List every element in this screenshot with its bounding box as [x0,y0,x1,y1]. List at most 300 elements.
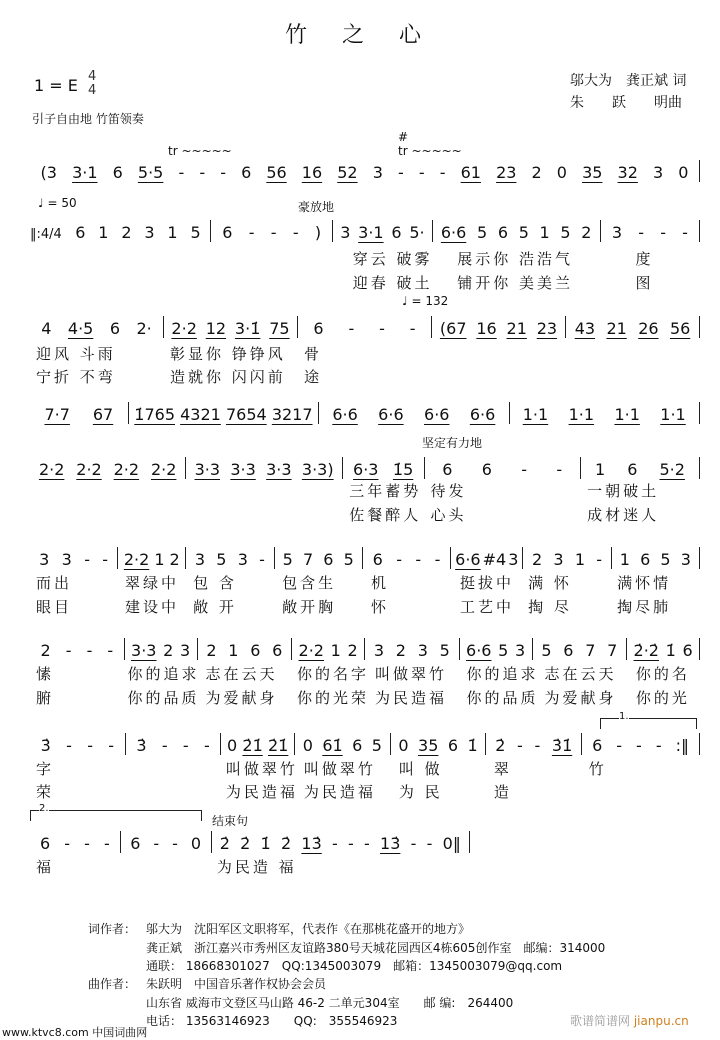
lyricist-label: 词作者： [88,922,137,936]
note: 1 [619,550,630,569]
note: 4·5 [67,319,94,338]
note: 1 [98,223,109,242]
note: 2 [163,641,174,660]
note: - [415,550,422,569]
note: 3·1 [358,223,384,242]
lyric: 迎风 斗雨 [36,345,116,363]
measure [186,547,274,569]
note: - [107,641,114,660]
note: 2 [531,163,542,182]
trill-mark: tr ~~~~~ [398,144,462,158]
note: 7654 [225,405,267,424]
note: 2 [169,550,180,569]
note: - [199,163,206,182]
note: 5 [216,550,227,569]
note: 4321 [180,405,221,424]
note: - [397,163,404,182]
lyric [566,343,700,364]
note: - [638,223,645,242]
volta-1-label: 1. [619,711,629,722]
note: - [439,163,446,182]
note: 67 [92,405,114,424]
note: 6 [222,223,233,242]
lyric: 展示你 浩浩气 [457,250,574,268]
note: 3̇ [136,736,147,755]
note: 75 [269,319,290,338]
note: 3 [372,163,383,182]
lyric: 建设中 [124,598,179,616]
note: 26 [638,319,659,338]
measure [627,638,700,660]
lyrics-line [30,343,700,364]
lyric: 为爱献身 [544,689,617,707]
note: - [534,736,541,755]
measure [30,160,700,182]
lyric: 福 [36,858,55,876]
note: 3 [373,641,385,660]
note: 6 [563,641,574,660]
note: - [178,163,185,182]
note: #4 [482,550,507,569]
measure [486,733,582,755]
note: 6 [109,319,120,338]
note: - [270,223,277,242]
lyric: 穿云 破雾 [352,250,433,268]
lyric: 翠绿中 [124,574,179,592]
watermark-cn: 歌谱简谱网 [570,1014,631,1028]
lyricist-credit: 邬大为 龚正斌 词 [570,73,687,89]
measure [433,220,601,242]
note: - [418,163,425,182]
note: - [248,223,255,242]
note: 7 [585,641,596,660]
measure [66,220,211,242]
measure [30,547,118,569]
note: 6 [592,736,603,755]
note: - [409,319,416,338]
note: - [556,460,563,479]
note: 2·2 [76,460,102,479]
note: - [153,834,160,853]
lyric: 待发 [430,482,467,500]
measure [523,547,611,569]
note: 6 [627,460,638,479]
note: - [87,736,93,755]
note: - [434,550,441,569]
lyric: 志在云天 [205,665,278,683]
note: 23 [496,163,517,182]
note: 1 [228,641,239,660]
measure [275,547,363,569]
note: 6 [372,550,383,569]
note: 6·6 [424,405,450,424]
note: 0 [227,736,238,755]
note: 6 [241,163,252,182]
note: 6 [682,641,693,660]
note: - [65,641,72,660]
lyric [30,504,187,525]
note: 43 [574,319,596,338]
note: 2·2 [150,460,177,479]
measure [30,733,126,755]
lyric: 为民造福 [374,689,447,707]
meter-top: 4 [88,69,97,84]
measure [30,638,125,660]
note: 6 [352,736,363,755]
note: 3 [508,550,519,569]
staff-system [30,547,700,569]
lyric: 你的品质 [466,689,539,707]
note: 6 [250,641,261,660]
note: 1·1 [568,405,595,424]
lyric: 成材迷人 [587,506,660,524]
note: - [348,319,355,338]
note: 0 [302,736,313,755]
lyrics-line [30,596,700,617]
note: 5 [660,550,671,569]
composer-credit: 朱 跃 明曲 [570,95,682,111]
note: - [204,736,210,755]
measure [333,220,432,242]
composer-address: 山东省 威海市文登区马山路 46-2 二单元304室 邮 编: 264400 [146,996,514,1010]
measure [211,220,333,242]
lyric: 图 [635,274,654,292]
measure [30,831,121,853]
measure [432,316,566,338]
volta-2 [30,803,202,821]
note: 6 [75,223,86,242]
lyric: 志在云天 [544,665,617,683]
note: 1 [574,550,586,569]
lyric: 怀 [371,598,390,616]
site-watermark-right [570,1012,689,1029]
composer-contact: 电话： 13563146923 QQ: 355546923 [146,1014,398,1028]
expression-mark: 坚定有力地 [422,436,483,450]
note: 2̇ [495,736,506,755]
lyric: 铺开你 美美兰 [457,274,574,292]
note: 1̇765 [134,405,175,424]
measure [30,316,164,338]
note: 6 [112,163,123,182]
lyric: 字 [36,760,55,778]
lyric: 你的追求 [127,665,200,683]
lyric: 你的品质 [127,689,200,707]
note: 0 [190,834,202,853]
note: 3·3 [131,641,157,660]
lyric [218,248,347,269]
lyric: 而出 [36,574,73,592]
lyrics-line [30,504,700,525]
lyric: 宁折 不弯 [36,368,116,386]
lyric: 迎春 破土 [352,274,433,292]
measure [451,547,523,569]
note: - [66,736,72,755]
measure [343,457,425,479]
note: 1 [167,223,178,242]
lyric: 你的追求 [466,665,539,683]
note: 3 [179,641,191,660]
lyric: 掏 尽 [528,598,572,616]
staff-system [30,402,700,424]
key-signature: 1 = E [34,76,78,95]
lyric [583,781,700,802]
note: 6 [481,460,492,479]
note: 1̇ [260,834,271,853]
staff-system [30,831,470,853]
note: 2̇ [240,834,251,853]
lyric: 眼目 [36,598,73,616]
lyric [125,781,220,802]
lyric: 为民造 福 [216,858,297,876]
note: 6 [640,550,651,569]
note: 6·6 [466,641,492,660]
lyricist-contact: 通联： 18668301027 QQ:1345003079 邮箱：1345003079@qq.com [146,959,563,973]
lyrics-line [30,272,720,293]
note: 5 [439,641,450,660]
lyric [64,272,218,293]
measure [581,457,700,479]
note: 23 [536,319,558,338]
note: 3 [680,550,691,569]
measure [292,638,365,660]
note: 35 [418,736,439,755]
measure [533,638,628,660]
note: ) [314,223,322,242]
lyrics-line [30,572,700,593]
lyric: 包含生 [282,574,337,592]
note: 5 [498,641,509,660]
note: 6 [130,834,141,853]
note: - [410,834,417,853]
note: - [655,736,662,755]
measure [221,733,295,755]
note: 6·6 [469,405,496,424]
lyric [125,758,220,779]
lyric: 造就你 闪闪前 [170,368,286,386]
note: 3 [611,223,623,242]
lyric: 为 民 [398,783,443,801]
note: 3217 [271,405,313,424]
meter-bottom: 4 [88,83,97,98]
measure [118,547,186,569]
note: - [259,550,265,569]
note: 3 [340,223,351,242]
lyric: 心头 [430,506,467,524]
note: 5·2 [659,460,685,479]
lyricist-info: 邬大为 沈阳军区文职将军，代表作《在那桃花盛开的地方》 [146,922,471,936]
note: - [220,163,226,182]
note: 0‖ [442,834,461,853]
note: 3 [144,223,155,242]
note: 32 [617,163,638,182]
note: 61̇ [322,736,343,755]
note: 2 [581,223,592,242]
note: 3·3 [194,460,221,479]
note: :‖ [675,736,689,755]
staff-system [30,733,700,755]
measure [363,547,451,569]
note: 3·1̇ [234,319,261,338]
note: - [396,550,402,569]
lyric: 你的名字 [296,665,369,683]
note: 6 [497,223,509,242]
lyric [432,366,566,387]
trill-mark: tr ~~~~~ [168,144,232,158]
lyric [120,856,210,877]
lyric: 造 [493,783,512,801]
note: 5 [343,550,354,569]
composer-label: 曲作者： [88,977,137,991]
lyric: 途 [304,368,323,386]
note: 3̇ [40,736,51,755]
measure [186,457,342,479]
lyric: 为民造福 [225,783,298,801]
note: 6·6 [440,223,467,242]
expression-mark: 豪放地 [298,200,335,214]
note: 3 [194,550,206,569]
note: 1 [594,460,606,479]
note: - [64,834,71,853]
note: 2· [136,319,152,338]
note: 1 [330,641,341,660]
note: 6 [40,834,51,853]
note: 5 [541,641,552,660]
lyric: 愫 [36,665,55,683]
measure [391,733,487,755]
note: 3 [417,641,428,660]
volta-2-label: 2. [39,803,49,814]
measure [460,638,533,660]
note: - [426,834,433,853]
note: 2 [206,641,217,660]
note: - [102,550,109,569]
note: 61 [460,163,481,182]
note: 2·2 [38,460,65,479]
note: - [636,736,642,755]
note: 6 [391,223,402,242]
note: 35 [582,163,603,182]
tempo-mark: ♩ = 132 [402,294,449,308]
measure [30,402,129,424]
lyric: 为民造福 [303,783,376,801]
note: 21 [506,319,527,338]
note: 2·2 [113,460,140,479]
lyric: 竹 [588,760,607,778]
note: 56 [669,319,691,338]
lyrics-line [30,781,700,802]
watermark-en: jianpu.cn [633,1014,689,1028]
note: 5 [282,550,293,569]
staff-system [30,457,700,479]
lyric: 彰显你 铮铮风 [170,345,286,363]
measure [319,402,509,424]
measure [612,547,700,569]
note: 5 [190,223,201,242]
note: 6 [447,736,459,755]
note: 1̇ [467,736,478,755]
measure [129,402,319,424]
staff-system [30,638,700,660]
note: - [84,550,90,569]
note: 3 [237,550,248,569]
lyric: 敞 开 [193,598,237,616]
note: - [161,736,168,755]
note: 2̇ [280,834,292,853]
measure [295,733,391,755]
note: 1̇ [665,641,676,660]
volta-1 [600,711,697,729]
note: - [172,834,178,853]
note: 3·3 [230,460,256,479]
measure [425,457,581,479]
composer-info: 朱跃明 中国音乐著作权协会会员 [146,977,327,991]
note: 2·2 [123,550,150,569]
note: 3·3 [266,460,292,479]
note: - [682,223,688,242]
note: 0 [398,736,409,755]
note: (67 [439,319,467,338]
note: - [364,834,370,853]
note: 16 [301,163,323,182]
note: 2 [395,641,406,660]
staff-system [30,220,700,242]
lyrics-line [30,366,700,387]
note: - [348,834,354,853]
note: 3 [514,641,526,660]
lyric [566,366,700,387]
measure [125,638,198,660]
note: 6 [272,641,283,660]
lyric: 佐餐醉人 [349,506,422,524]
lyric: 三年蓄势 [349,482,422,500]
lyric [30,480,187,501]
staff-system [30,316,700,338]
lyrics-line [30,248,720,269]
lyric: 腑 [36,689,55,707]
lyrics-line [30,663,700,684]
lyric: 一朝破土 [587,482,660,500]
lyric: 你的光荣 [296,689,369,707]
lyric: 挺拔中 [459,574,514,592]
lyric: 敞开胸 [282,598,337,616]
lyric: 叫 做 [398,760,443,778]
note: 52 [337,163,358,182]
note: 1 [539,223,550,242]
lyric: 满 怀 [528,574,572,592]
note: 3 [553,550,564,569]
lyric: 满怀情 [617,574,672,592]
note: 7 [302,550,314,569]
note: 6·6 [378,405,404,424]
measure [164,316,298,338]
note: - [86,641,93,660]
note: 5 [518,223,529,242]
note: 6·6 [332,405,358,424]
note: 2 [532,550,543,569]
note: 5 [476,223,488,242]
note: 6 [313,319,324,338]
note: - [596,550,603,569]
lyric: 工艺中 [459,598,514,616]
note: - [103,834,110,853]
note: 0 [678,163,689,182]
note: 4 [41,319,52,338]
note: 13̇ [380,834,401,853]
lyric: 你的光 [635,689,690,707]
note: 6·3 [353,460,379,479]
note: 16 [476,319,497,338]
lyric: 度 [635,250,654,268]
